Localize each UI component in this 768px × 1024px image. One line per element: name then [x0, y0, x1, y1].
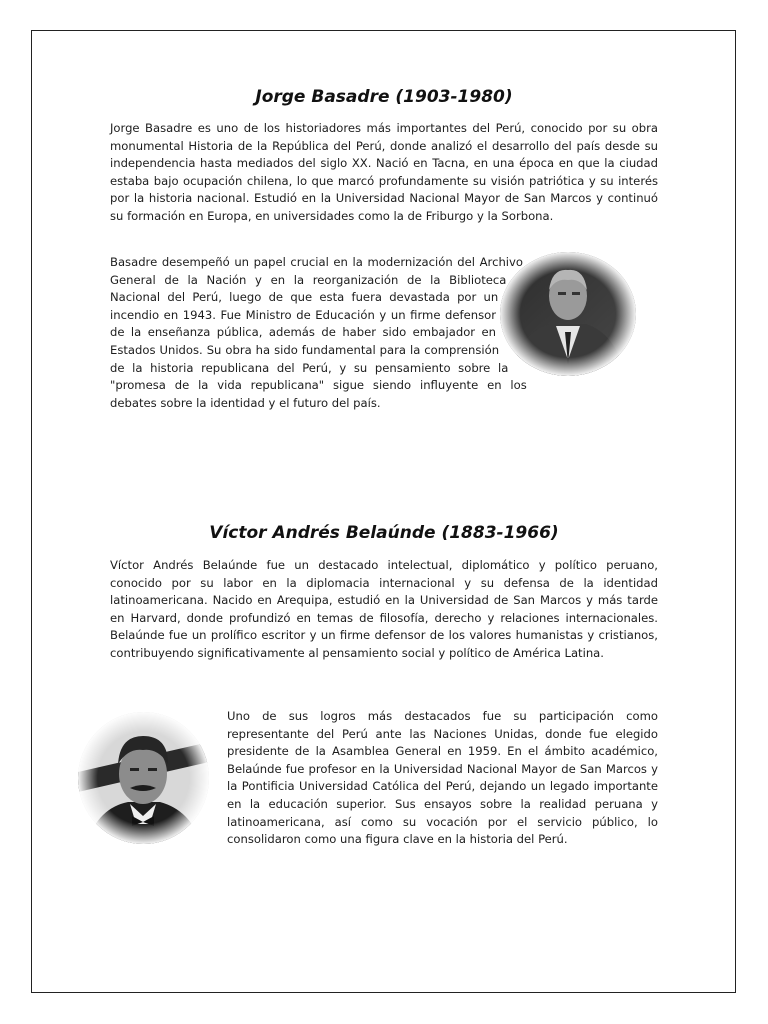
basadre-paragraph-2: Basadre desempeñó un papel crucial en la modernización del Archivo General de la Nación y en la reorganización de la Biblioteca Nacional del Perú, luego de que esta fuera devastada por un incendio en 1943. Fue Ministro de Educación y un firme defensor de la enseñanza pública, además de haber sido embajador en Estados Unidos. Su obra ha sido fundamental para la comprensión de la historia republicana del Perú, y su pensamiento sobre la "promesa de la vida republicana" sigue siendo influyente en los debates sobre la identidad y el futuro del país. — [110, 255, 527, 410]
belaunde-paragraph-1: Víctor Andrés Belaúnde fue un destacado intelectual, diplomático y político peruano, conocido por su labor en la diplomacia internacional y su defensa de la identidad latinoamericana. Nacido en Arequipa, estudió en la Universidad de San Marcos y más tarde en Harvard, donde profundizó en temas de filosofía, derecho y relaciones internacionales. Belaúnde fue un prolífico escritor y un firme defensor de los valores humanistas y cristianos, contribuyendo significativamente al pensamiento social y político de América Latina. — [110, 558, 658, 660]
basadre-portrait — [500, 252, 636, 376]
belaunde-portrait — [78, 712, 209, 844]
section-title-basadre: Jorge Basadre (1903-1980) — [255, 87, 513, 107]
section-title-belaunde: Víctor Andrés Belaúnde (1883-1966) — [209, 523, 559, 543]
belaunde-paragraph-2: Uno de sus logros más destacados fue su participación como representante del Perú ante las Naciones Unidas, donde fue elegido presidente de la Asamblea General en 1959. En el ámbito académico, Belaúnde fue profesor en la Universidad Nacional Mayor de San Marcos y la Pontificia Universidad Católica del Perú, dejando un legado importante en la educación superior. Sus ensayos sobre la realidad peruana y latinoamericana, así como su vocación por el servicio público, lo consolidaron como una figura clave en la historia del Perú. — [227, 709, 658, 847]
basadre-paragraph-1: Jorge Basadre es uno de los historiadores más importantes del Perú, conocido por su obra monumental Historia de la República del Perú, donde analizó el desarrollo del país desde su independencia hasta mediados del siglo XX. Nació en Tacna, en una época en que la ciudad estaba bajo ocupación chilena, lo que marcó profundamente su visión patriótica y su interés por la historia nacional. Estudió en la Universidad Nacional Mayor de San Marcos y continuó su formación en Europa, en universidades como la de Friburgo y la Sorbona. — [110, 121, 658, 223]
